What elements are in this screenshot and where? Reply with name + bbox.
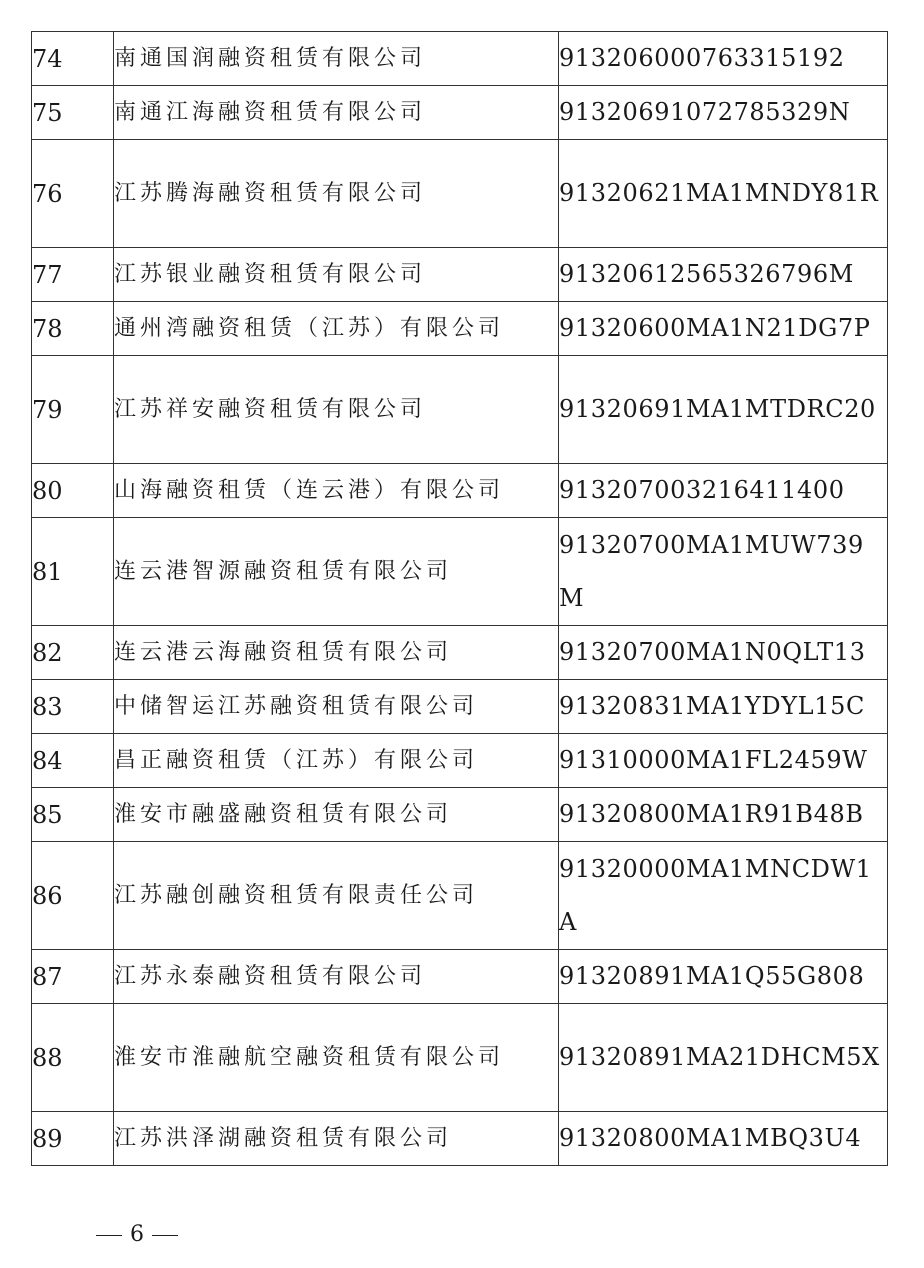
company-name: 通州湾融资租赁（江苏）有限公司 xyxy=(114,302,559,356)
credit-code: 91320800MA1R91B48B xyxy=(559,788,888,842)
table-row xyxy=(32,734,888,788)
credit-code: 91320700MA1N0QLT13 xyxy=(559,626,888,680)
company-name: 江苏腾海融资租赁有限公司 xyxy=(114,140,559,248)
table-body xyxy=(32,32,888,1166)
table-row xyxy=(32,32,888,86)
table-row xyxy=(32,140,888,248)
row-number: 75 xyxy=(32,86,114,140)
company-name: 江苏祥安融资租赁有限公司 xyxy=(114,356,559,464)
table-row xyxy=(32,842,888,950)
table-row xyxy=(32,86,888,140)
company-name: 山海融资租赁（连云港）有限公司 xyxy=(114,464,559,518)
table-row xyxy=(32,356,888,464)
page-number: 6 xyxy=(130,1222,144,1247)
credit-code: 91320691072785329N xyxy=(559,86,888,140)
credit-code: 91320691MA1MTDRC20 xyxy=(559,356,888,464)
table-row xyxy=(32,518,888,626)
credit-code: 91320831MA1YDYL15C xyxy=(559,680,888,734)
row-number: 86 xyxy=(32,842,114,950)
footer-dash-left xyxy=(96,1235,122,1236)
company-name: 淮安市融盛融资租赁有限公司 xyxy=(114,788,559,842)
credit-code: 913206000763315192 xyxy=(559,32,888,86)
credit-code: 91320600MA1N21DG7P xyxy=(559,302,888,356)
row-number: 81 xyxy=(32,518,114,626)
company-name: 江苏银业融资租赁有限公司 xyxy=(114,248,559,302)
page-footer xyxy=(88,1222,186,1247)
company-name: 淮安市淮融航空融资租赁有限公司 xyxy=(114,1004,559,1112)
credit-code: 913207003216411400 xyxy=(559,464,888,518)
row-number: 83 xyxy=(32,680,114,734)
company-name: 江苏洪泽湖融资租赁有限公司 xyxy=(114,1112,559,1166)
table-row xyxy=(32,302,888,356)
footer-dash-right xyxy=(152,1235,178,1236)
credit-code: 91320000MA1MNCDW1A xyxy=(559,842,888,950)
company-name: 南通国润融资租赁有限公司 xyxy=(114,32,559,86)
credit-code: 91320800MA1MBQ3U4 xyxy=(559,1112,888,1166)
table-row xyxy=(32,248,888,302)
table-row xyxy=(32,1112,888,1166)
row-number: 89 xyxy=(32,1112,114,1166)
row-number: 87 xyxy=(32,950,114,1004)
row-number: 88 xyxy=(32,1004,114,1112)
table-row xyxy=(32,626,888,680)
table-row xyxy=(32,1004,888,1112)
row-number: 84 xyxy=(32,734,114,788)
row-number: 80 xyxy=(32,464,114,518)
row-number: 85 xyxy=(32,788,114,842)
company-name: 江苏融创融资租赁有限责任公司 xyxy=(114,842,559,950)
credit-code: 91320891MA21DHCM5X xyxy=(559,1004,888,1112)
credit-code: 91310000MA1FL2459W xyxy=(559,734,888,788)
table-row xyxy=(32,464,888,518)
row-number: 78 xyxy=(32,302,114,356)
table-row xyxy=(32,788,888,842)
company-name: 中储智运江苏融资租赁有限公司 xyxy=(114,680,559,734)
company-name: 江苏永泰融资租赁有限公司 xyxy=(114,950,559,1004)
credit-code: 91320612565326796M xyxy=(559,248,888,302)
row-number: 74 xyxy=(32,32,114,86)
company-name: 连云港云海融资租赁有限公司 xyxy=(114,626,559,680)
table-row xyxy=(32,680,888,734)
company-registry-table xyxy=(31,31,888,1166)
row-number: 76 xyxy=(32,140,114,248)
company-name: 连云港智源融资租赁有限公司 xyxy=(114,518,559,626)
company-name: 昌正融资租赁（江苏）有限公司 xyxy=(114,734,559,788)
row-number: 77 xyxy=(32,248,114,302)
row-number: 82 xyxy=(32,626,114,680)
credit-code: 91320700MA1MUW739M xyxy=(559,518,888,626)
table-row xyxy=(32,950,888,1004)
credit-code: 91320891MA1Q55G808 xyxy=(559,950,888,1004)
credit-code: 91320621MA1MNDY81R xyxy=(559,140,888,248)
company-name: 南通江海融资租赁有限公司 xyxy=(114,86,559,140)
row-number: 79 xyxy=(32,356,114,464)
